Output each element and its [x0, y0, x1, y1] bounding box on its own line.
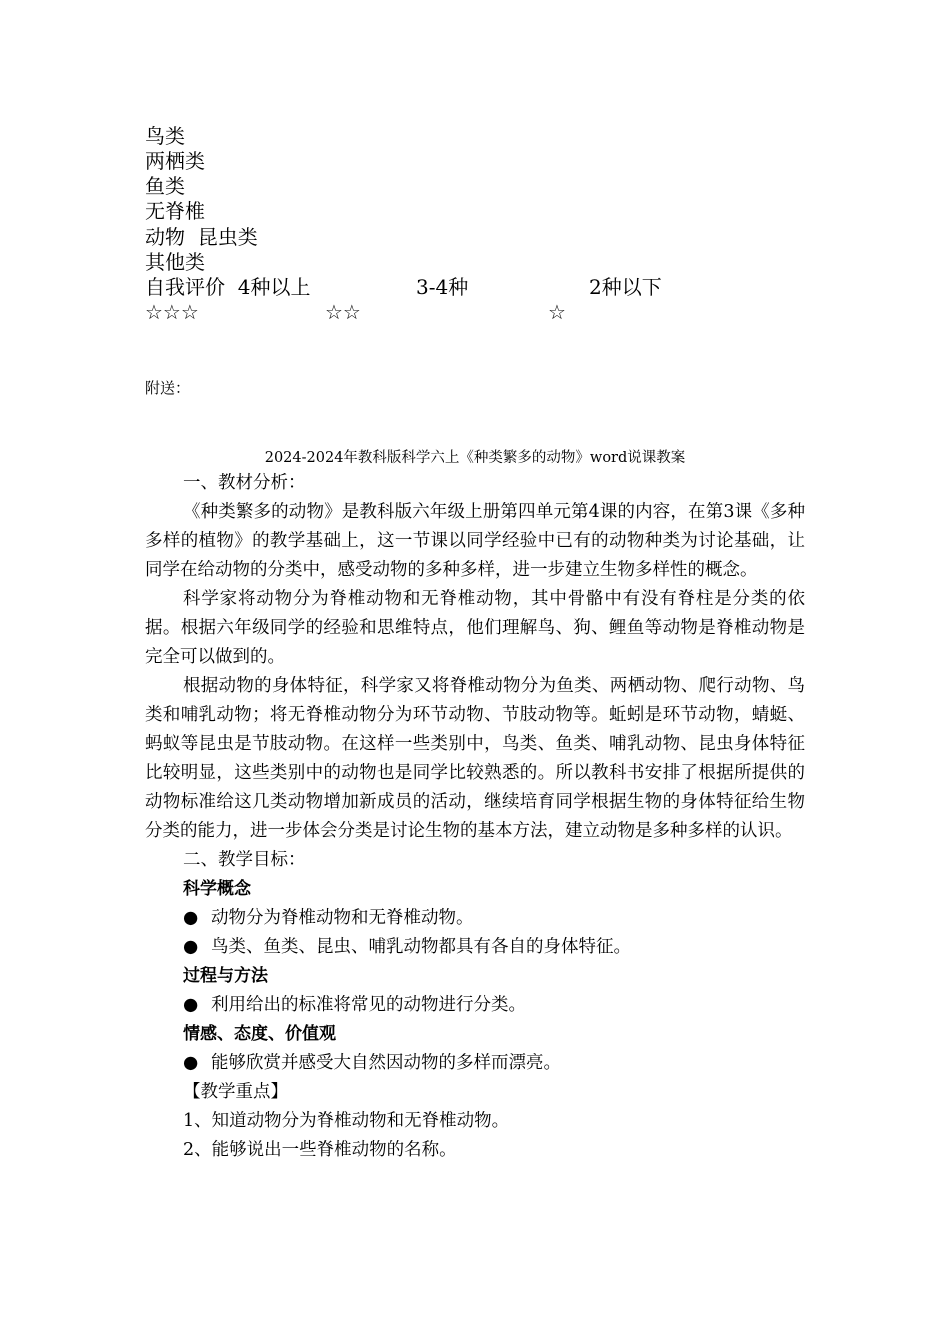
- key-point-item: 2、能够说出一些脊椎动物的名称。: [183, 1140, 457, 1160]
- category-others: 其他类: [145, 250, 205, 274]
- evaluation-label: 自我评价 4种以上: [145, 275, 311, 299]
- goal-heading-process: 过程与方法: [183, 966, 268, 986]
- bullet-icon: ●: [183, 1053, 199, 1073]
- goal-process-item: ● 利用给出的标准将常见的动物进行分类。: [145, 991, 805, 1020]
- document-title: 2024-2024年教科版科学六上《种类繁多的动物》word说课教案: [264, 450, 686, 466]
- stars-mid: ☆☆: [325, 300, 361, 324]
- key-points-heading: 【教学重点】: [183, 1082, 288, 1102]
- category-insects: 动物 昆虫类: [145, 225, 258, 249]
- category-fish: 鱼类: [145, 174, 185, 198]
- paragraph-analysis-3: 根据动物的身体特征，科学家又将脊椎动物分为鱼类、两栖动物、爬行动物、鸟类和哺乳动物；将无脊椎动物分为环节动物、节肢动物等。蚯蚓是环节动物，蜻蜓、蚂蚁等昆虫是节肢动物。在这样一些类别中，鸟类、鱼类、哺乳动物、昆虫身体特征比较明显，这些类别中的动物也是同学比较熟悉的。所以教科书安排了根据所提供的动物标准给这几类动物增加新成员的活动，继续培育同学根据生物的身体特征给生物分类的能力，进一步体会分类是讨论生物的基本方法，建立动物是多种多样的认识。: [145, 676, 805, 841]
- section-heading-goals: 二、教学目标：: [183, 850, 306, 870]
- category-amphibians: 两栖类: [145, 149, 205, 173]
- key-point-item: 1、知道动物分为脊椎动物和无脊椎动物。: [183, 1111, 510, 1131]
- bullet-icon: ●: [183, 937, 199, 957]
- category-invertebrates: 无脊椎: [145, 199, 205, 223]
- goal-heading-emotion: 情感、态度、价值观: [183, 1024, 336, 1044]
- appendix-label: 附送：: [145, 379, 191, 397]
- lesson-body: [145, 469, 805, 1165]
- category-birds: 鸟类: [145, 124, 185, 148]
- paragraph-analysis-1: 《种类繁多的动物》是教科版六年级上册第四单元第4课的内容，在第3课《多种多样的植物》的教学基础上，这一节课以同学经验中已有的动物种类为讨论基础，让同学在给动物的分类中，感受动物的多种多样，进一步建立生物多样性的概念。: [145, 502, 805, 580]
- stars-low: ☆: [548, 300, 566, 324]
- paragraph-analysis-2: 科学家将动物分为脊椎动物和无脊椎动物，其中骨骼中有没有脊柱是分类的依据。根据六年级同学的经验和思维特点，他们理解鸟、狗、鲤鱼等动物是脊椎动物是完全可以做到的。: [145, 589, 805, 667]
- bullet-icon: ●: [183, 908, 199, 928]
- section-heading-analysis: 一、教材分析：: [183, 473, 306, 493]
- goal-concept-item: ● 鸟类、鱼类、昆虫、哺乳动物都具有各自的身体特征。: [145, 933, 805, 962]
- evaluation-low: 2种以下: [589, 275, 662, 299]
- goal-emotion-item: ● 能够欣赏并感受大自然因动物的多样而漂亮。: [145, 1049, 805, 1078]
- goal-concept-item: ● 动物分为脊椎动物和无脊椎动物。: [145, 904, 805, 933]
- stars-high: ☆☆☆: [145, 300, 199, 324]
- goal-heading-concept: 科学概念: [183, 879, 251, 899]
- bullet-icon: ●: [183, 995, 199, 1015]
- evaluation-mid: 3-4种: [416, 275, 469, 299]
